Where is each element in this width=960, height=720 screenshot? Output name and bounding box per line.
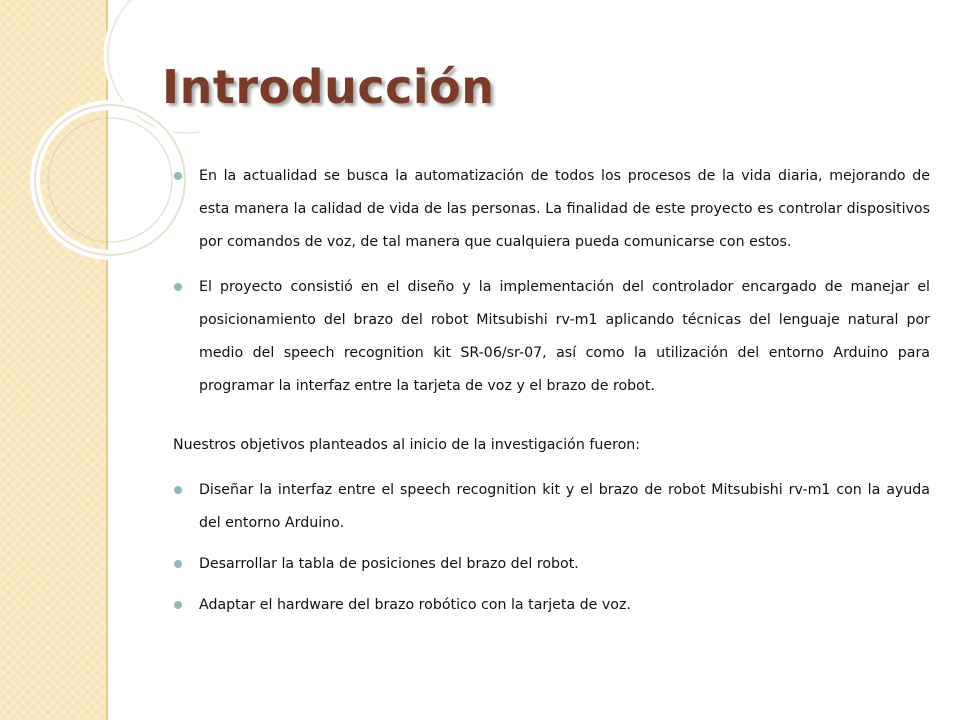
bullet-intro-automation: En la actualidad se busca la automatización de todos los procesos de la vida diaria, mejorando de esta manera la calidad de vida de las personas. La finalidad de este proyecto es controlar dispositivos por comandos de voz, de tal manera que cualquiera pueda comunicarse con estos.	[173, 160, 930, 259]
bullet-objective-hardware: Adaptar el hardware del brazo robótico con la tarjeta de voz.	[173, 589, 930, 622]
bullet-objective-positions-table: Desarrollar la tabla de posiciones del brazo del robot.	[173, 548, 930, 581]
slide-title: Introducción	[162, 60, 495, 114]
bullet-intro-project: El proyecto consistió en el diseño y la implementación del controlador encargado de manejar el posicionamiento del brazo del robot Mitsubishi rv-m1 aplicando técnicas del lenguaje natural por medio del speech recognition kit SR-06/sr-07, así como la utilización del entorno Arduino para programar la interfaz entre la tarjeta de voz y el brazo de robot.	[173, 271, 930, 403]
slide-body	[173, 160, 930, 622]
objectives-heading: Nuestros objetivos planteados al inicio de la investigación fueron:	[173, 437, 641, 453]
bullet-objective-interface: Diseñar la interfaz entre el speech recognition kit y el brazo de robot Mitsubishi rv-m1 con la ayuda del entorno Arduino.	[173, 474, 930, 540]
decorative-circles-graphic	[0, 0, 200, 320]
